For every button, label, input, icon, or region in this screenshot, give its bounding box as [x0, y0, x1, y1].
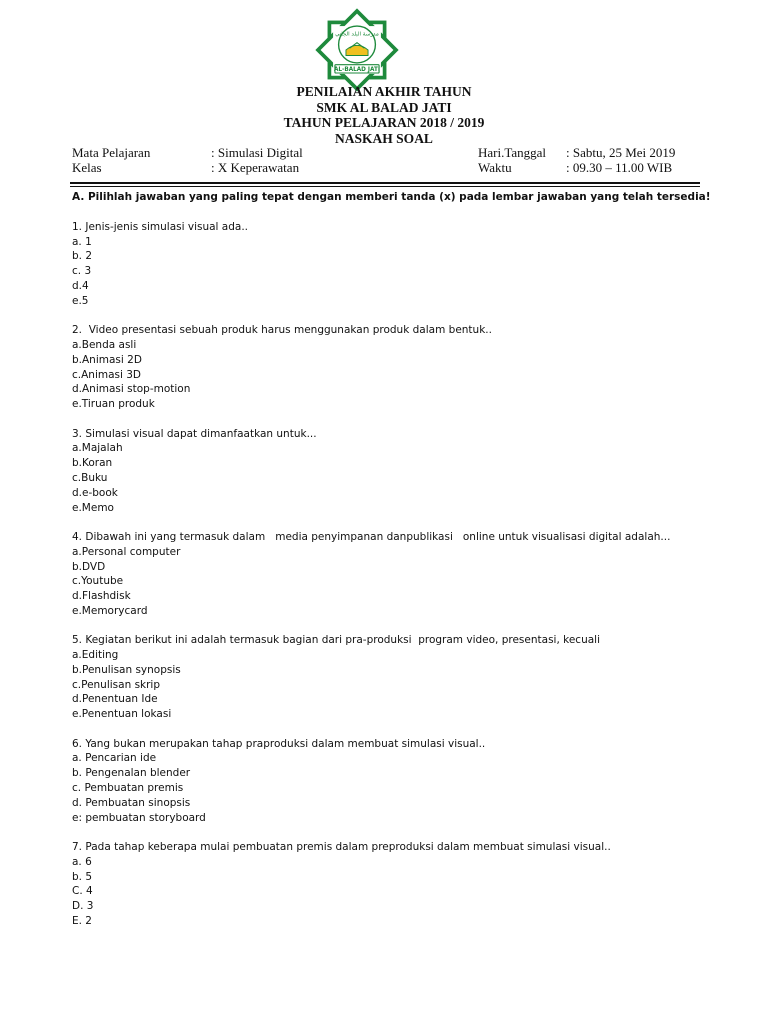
header-divider	[70, 182, 700, 184]
question	[72, 220, 702, 309]
logo-banner-text: AL-BALAD JATI	[334, 67, 380, 74]
question	[72, 633, 702, 722]
option: c. Pembuatan premis	[72, 782, 184, 795]
option: D. 3	[72, 900, 94, 913]
option: e: pembuatan storyboard	[72, 811, 206, 824]
question-text: 4. Dibawah ini yang termasuk dalam media penyimpanan danpublikasi online untuk visualisasi digital adalah...	[72, 530, 671, 543]
header-title: PENILAIAN AKHIR TAHUN	[296, 84, 472, 99]
option: C. 4	[72, 885, 93, 898]
option: e.Penentuan lokasi	[72, 708, 172, 721]
option: a. 6	[72, 855, 92, 868]
option: b.Animasi 2D	[72, 353, 142, 366]
question	[72, 840, 702, 929]
instruction: A. Pilihlah jawaban yang paling tepat dengan memberi tanda (x) pada lembar jawaban yang telah tersedia!	[72, 191, 711, 203]
logo-arabic-text: مدرسة البلد الجاتي	[335, 31, 379, 38]
question-text: 1. Jenis-jenis simulasi visual ada..	[72, 220, 249, 233]
option: b.Penulisan synopsis	[72, 663, 181, 676]
option: d.e-book	[72, 486, 118, 499]
question-section	[72, 190, 711, 943]
option: b. 2	[72, 250, 93, 263]
header-divider	[70, 186, 700, 187]
option: d.Animasi stop-motion	[72, 383, 191, 396]
option: b.Koran	[72, 457, 113, 470]
info-row	[72, 145, 702, 160]
option: e.Tiruan produk	[72, 398, 155, 411]
option: c.Penulisan skrip	[72, 678, 161, 691]
school-logo	[311, 4, 403, 96]
option: d. Pembuatan sinopsis	[72, 796, 191, 809]
option: a.Personal computer	[72, 545, 181, 558]
subject-value: : Simulasi Digital	[211, 145, 303, 160]
option: E. 2	[72, 915, 92, 928]
header-academic-year: TAHUN PELAJARAN 2018 / 2019	[283, 115, 485, 130]
option: a.Majalah	[72, 442, 123, 455]
option: a. 1	[72, 235, 92, 248]
question-text: 3. Simulasi visual dapat dimanfaatkan untuk...	[72, 427, 317, 440]
question-text: 6. Yang bukan merupakan tahap praproduksi dalam membuat simulasi visual..	[72, 737, 486, 750]
question-text: 2. Video presentasi sebuah produk harus menggunakan produk dalam bentuk..	[72, 324, 492, 337]
option: c.Animasi 3D	[72, 368, 142, 381]
exam-info	[72, 145, 702, 175]
time-value: : 09.30 – 11.00 WIB	[566, 160, 673, 175]
class-label: Kelas	[72, 160, 102, 175]
header-doc-type: NASKAH SOAL	[335, 130, 433, 146]
option: b.DVD	[72, 560, 106, 573]
option: b. 5	[72, 870, 93, 883]
question	[72, 737, 702, 826]
option: a.Benda asli	[72, 338, 137, 351]
option: d.Penentuan Ide	[72, 693, 158, 706]
info-row	[72, 160, 702, 175]
option: c. 3	[72, 265, 92, 278]
time-label: Waktu	[478, 160, 512, 175]
question-text: 7. Pada tahap keberapa mulai pembuatan premis dalam preproduksi dalam membuat simulasi visual..	[72, 841, 611, 854]
option: d.4	[72, 279, 89, 292]
subject-label: Mata Pelajaran	[72, 145, 151, 160]
option: c.Buku	[72, 471, 108, 484]
document-header	[0, 84, 768, 146]
question	[72, 323, 702, 412]
date-value: : Sabtu, 25 Mei 2019	[566, 145, 676, 160]
option: d.Flashdisk	[72, 590, 131, 603]
option: a.Editing	[72, 649, 119, 662]
option: e.Memo	[72, 501, 114, 514]
date-label: Hari.Tanggal	[478, 145, 547, 160]
question	[72, 530, 702, 619]
option: e.5	[72, 294, 89, 307]
option: a. Pencarian ide	[72, 752, 157, 765]
option: e.Memorycard	[72, 604, 148, 617]
header-school: SMK AL BALAD JATI	[316, 99, 452, 115]
option: b. Pengenalan blender	[72, 767, 191, 780]
question-text: 5. Kegiatan berikut ini adalah termasuk bagian dari pra-produksi program video, presentasi, kecuali	[72, 634, 600, 647]
class-value: : X Keperawatan	[211, 160, 300, 175]
option: c.Youtube	[72, 575, 124, 588]
question	[72, 427, 702, 516]
